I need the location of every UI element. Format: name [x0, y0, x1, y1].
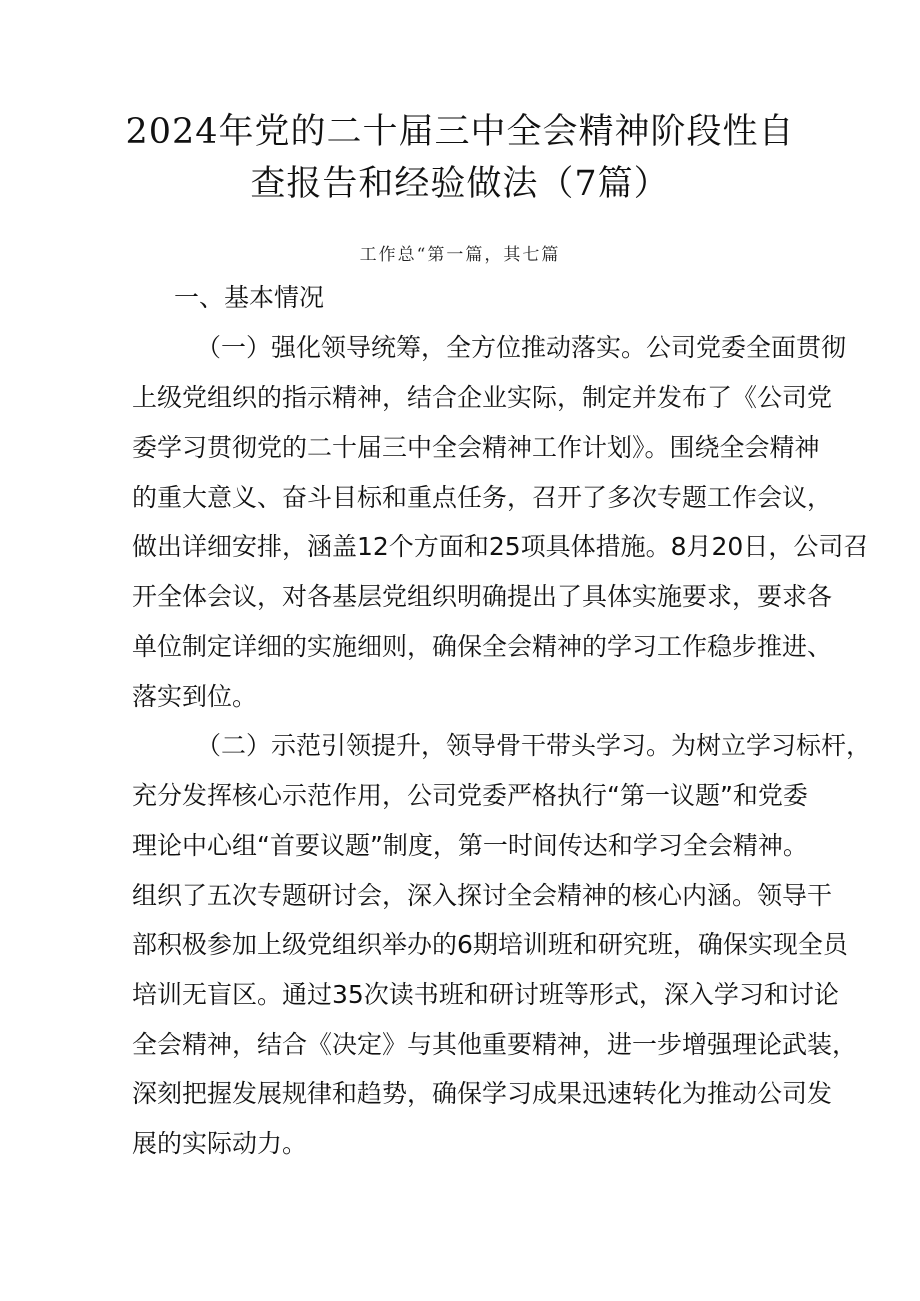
- paragraph-2-line: 培训无盲区。通过35次读书班和研讨班等形式，深入学习和讨论: [132, 980, 839, 1009]
- paragraph-2-line: 部积极参加上级党组织举办的6期培训班和研究班，确保实现全员: [132, 930, 848, 959]
- document-title-line-2: 查报告和经验做法（7篇）: [250, 164, 670, 204]
- paragraph-2-line: （二）示范引领提升，领导骨干带头学习。为树立学习标杆，: [196, 731, 872, 760]
- paragraph-1-line: 委学习贯彻党的二十届三中全会精神工作计划》。围绕全会精神: [132, 433, 820, 462]
- paragraph-1-line: 落实到位。: [132, 682, 258, 711]
- paragraph-1-line: 开全体会议，对各基层党组织明确提出了具体实施要求，要求各: [132, 582, 833, 611]
- paragraph-2-line: 理论中心组“首要议题”制度，第一时间传达和学习全会精神。: [132, 831, 808, 860]
- paragraph-2-line: 展的实际动力。: [132, 1129, 308, 1158]
- paragraph-2-line: 深刻把握发展规律和趋势，确保学习成果迅速转化为推动公司发: [132, 1079, 833, 1108]
- paragraph-2-line: 组织了五次专题研讨会，深入探讨全会精神的核心内涵。领导干: [132, 881, 833, 910]
- paragraph-1-line: （一）强化领导统筹，全方位推动落实。公司党委全面贯彻: [196, 333, 847, 362]
- paragraph-2-line: 全会精神，结合《决定》与其他重要精神，进一步增强理论武装，: [132, 1030, 858, 1059]
- paragraph-1-line: 做出详细安排，涵盖12个方面和25项具体措施。8月20日，公司召: [132, 532, 869, 561]
- paragraph-1-line: 单位制定详细的实施细则，确保全会精神的学习工作稳步推进、: [132, 632, 833, 661]
- document-subtitle: 工作总“第一篇，其七篇: [359, 245, 561, 265]
- document-title-line-1: 2024年党的二十届三中全会精神阶段性自: [125, 112, 795, 152]
- paragraph-1-line: 上级党组织的指示精神，结合企业实际，制定并发布了《公司党: [132, 383, 833, 412]
- paragraph-1-line: 的重大意义、奋斗目标和重点任务，召开了多次专题工作会议，: [132, 483, 833, 512]
- section-heading-basic-situation: 一、基本情况: [174, 283, 325, 312]
- paragraph-2-line: 充分发挥核心示范作用，公司党委严格执行“第一议题”和党委: [132, 781, 808, 810]
